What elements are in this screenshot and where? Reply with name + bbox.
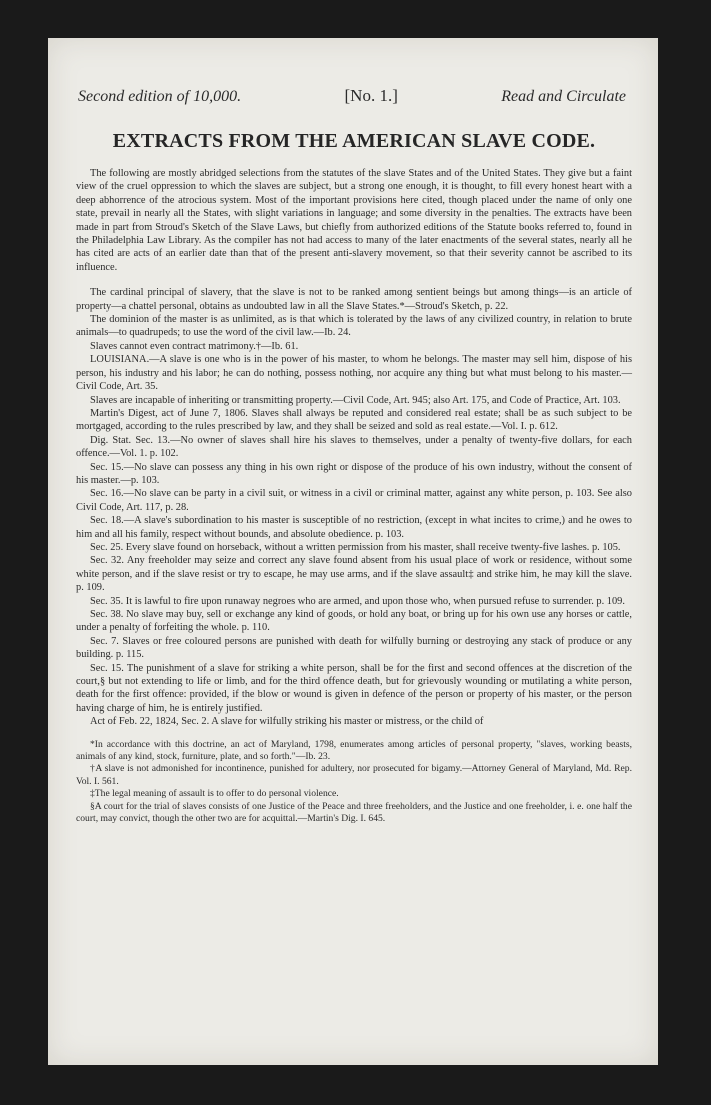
footnote: ‡The legal meaning of assault is to offer to do personal violence. [90, 788, 339, 800]
paragraph: Slaves cannot even contract matrimony.†—Ib. 61. [90, 340, 299, 352]
footnotes [76, 739, 632, 826]
header-line [76, 86, 632, 106]
paragraph: Sec. 25. Every slave found on horseback, without a written permission from his master, shall receive twenty-five lashes. p. 105. [90, 541, 621, 553]
paragraph: Sec. 16.—No slave can be party in a civil suit, or witness in a civil or criminal matter, against any white person, p. 103. See also Civil Code, Art. 117, p. 28. [76, 488, 632, 513]
body-text [76, 286, 632, 728]
paragraph: Sec. 15.—No slave can possess any thing in his own right or dispose of the produce of his own industry, without the consent of his master.—p. 103. [76, 461, 632, 486]
paragraph: The cardinal principal of slavery, that the slave is not to be ranked among sentient beings but among things—is an article of property—a chattel personal, obtains as undoubted law in all the Slave States.*—Stroud's Sketch, p. 22. [76, 287, 632, 312]
footnote: §A court for the trial of slaves consists of one Justice of the Peace and three freeholders, and the Justice and one freeholder, i. e. one half the court, may convict, though the other two are for acquittal.—Martin's Dig. I. 645. [76, 800, 632, 825]
paragraph: Act of Feb. 22, 1824, Sec. 2. A slave for wilfully striking his master or mistress, or the child of [90, 716, 484, 728]
paragraph: Sec. 38. No slave may buy, sell or exchange any kind of goods, or hold any boat, or bring up for his own use any horses or cattle, under a penalty of forfeiting the whole. p. 110. [76, 609, 632, 634]
issue-number: [No. 1.] [344, 86, 398, 105]
page-title: EXTRACTS FROM THE AMERICAN SLAVE CODE. [112, 130, 596, 152]
intro-paragraph: The following are mostly abridged selections from the statutes of the slave States and of the United States. They give but a faint view of the cruel oppression to which the slaves are subject, but a strong one enough, it is thought, to fill every honest heart with a deep abhorrence of the atrocious system. Most of the important provisions here cited, though placed under the name of only one state, prevail in nearly all the States, with slight variations in language; and some diversity in the penalties. The extracts have been made in part from Stroud's Sketch of the Slave Laws, but chiefly from authorized editions of the Statute books referred to, found in the Philadelphia Law Library. As the compiler has not had access to many of the later enactments of the several states, nearly all he has cited are acts of an earlier date than that of the present anti-slavery movement, so that their severity cannot be ascribed to its influence. [76, 168, 632, 273]
footnote: *In accordance with this doctrine, an act of Maryland, 1798, enumerates among articles of personal property, "slaves, working beasts, animals of any kind, stock, furniture, plate, and so forth."—Ib. 23. [76, 738, 632, 763]
paragraph: Sec. 32. Any freeholder may seize and correct any slave found absent from his usual place of work or residence, without some white person, and if the slave resist or try to escape, he may use arms, and if the slave assault‡ and strike him, he may kill the slave. p. 109. [76, 555, 632, 594]
paragraph: Dig. Stat. Sec. 13.—No owner of slaves shall hire his slaves to themselves, under a penalty of twenty-five dollars, for each offence.—Vol. 1. p. 102. [76, 434, 632, 460]
document-page [48, 38, 658, 1065]
paragraph: Sec. 18.—A slave's subordination to his master is susceptible of no restriction, (except in what incites to crime,) and he owes to him and all his family, respect without bounds, and absolute obedience. p. 103. [76, 515, 632, 540]
footnote: †A slave is not admonished for incontinence, punished for adultery, nor prosecuted for bigamy.—Attorney General of Maryland, Md. Rep. Vol. I. 561. [76, 763, 632, 787]
paragraph: Sec. 7. Slaves or free coloured persons are punished with death for wilfully burning or destroying any stack of produce or any building. p. 115. [76, 635, 632, 661]
paragraph: Sec. 35. It is lawful to fire upon runaway negroes who are armed, and upon those who, when pursued refuse to surrender. p. 109. [90, 595, 625, 607]
edition-note: Second edition of 10,000. [78, 88, 242, 105]
paragraph: The dominion of the master is as unlimited, as is that which is tolerated by the laws of any civilized country, in relation to brute animals—to quadrupeds; to use the word of the civil law.—Ib. 24. [76, 314, 632, 339]
circulate-note: Read and Circulate [501, 88, 626, 105]
paragraph: LOUISIANA.—A slave is one who is in the power of his master, to whom he belongs. The master may sell him, dispose of his person, his industry and his labor; he can do nothing, possess nothing, nor acquire any thing but what must belong to his master.—Civil Code, Art. 35. [76, 354, 632, 393]
paragraph: Sec. 15. The punishment of a slave for striking a white person, shall be for the first and second offences at the discretion of the court,§ but not extending to life or limb, and for the third offence death, but for grievously wounding or mutilating a white person, death for the first offence: provided, if the blow or wound is given in defence of the person or property of his master, or the person having charge of him, he is entirely justified. [76, 662, 632, 714]
paragraph: Martin's Digest, act of June 7, 1806. Slaves shall always be reputed and considered real estate; shall be as such subject to be mortgaged, according to the rules prescribed by law, and they shall be seized and sold as real estate.—Vol. I. p. 612. [76, 407, 632, 433]
paragraph: Slaves are incapable of inheriting or transmitting property.—Civil Code, Art. 945; also Art. 175, and Code of Practice, Art. 103. [90, 394, 621, 406]
